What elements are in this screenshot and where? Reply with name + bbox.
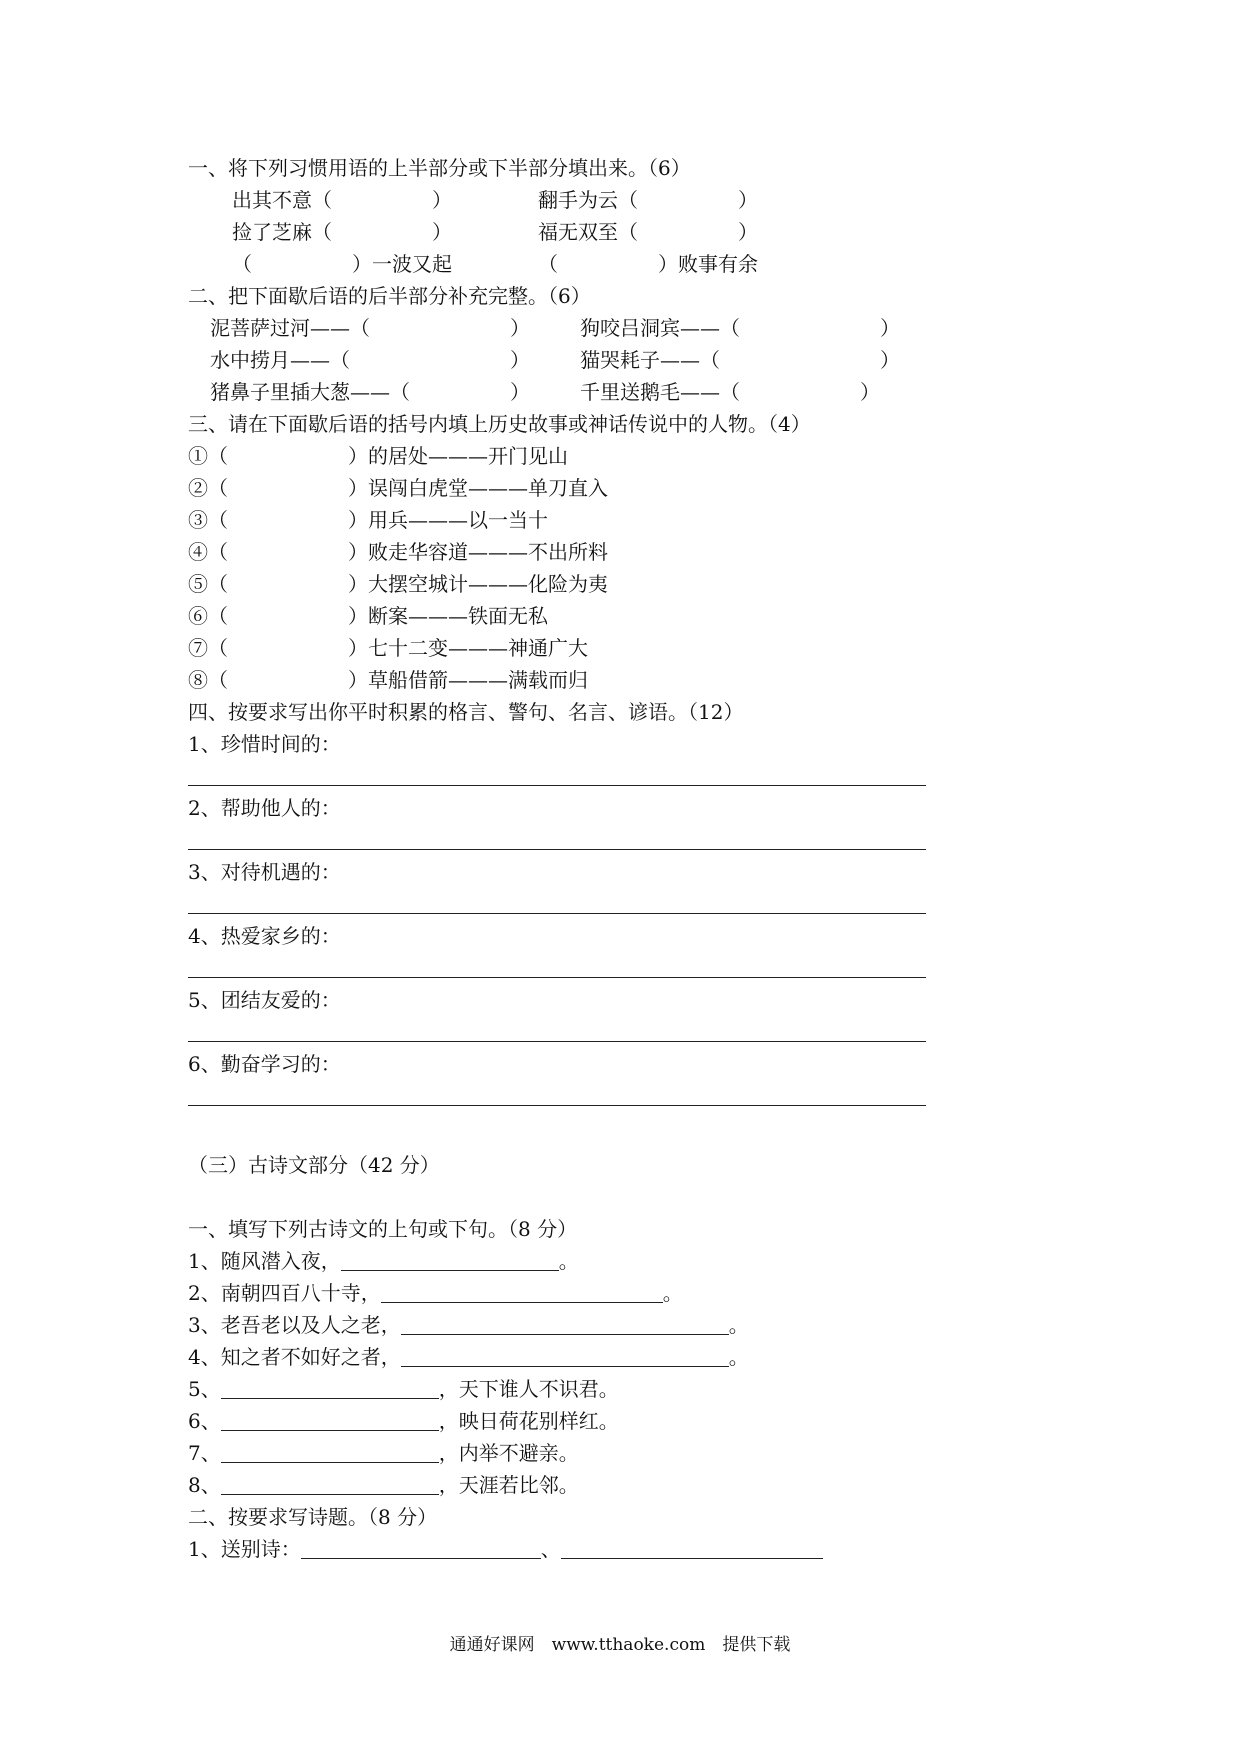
page-footer: 通通好课网 www.tthaoke.com 提供下载 xyxy=(449,1635,791,1655)
prompt-label: 2、帮助他人的： xyxy=(188,796,341,820)
list-item: ⑦（ ）七十二变———神通广大 xyxy=(188,636,588,660)
section4-heading: 四、按要求写出你平时积累的格言、警句、名言、谚语。（12） xyxy=(188,700,744,724)
answer-line xyxy=(188,849,926,850)
idiom-item: 出其不意（ ） xyxy=(232,188,452,212)
list-item: ⑤（ ）大摆空城计———化险为夷 xyxy=(188,572,608,596)
section3-heading: 三、请在下面歇后语的括号内填上历史故事或神话传说中的人物。（4） xyxy=(188,412,811,436)
prompt-label: 6、勤奋学习的： xyxy=(188,1052,341,1076)
poetry-item: 1、随风潜入夜， 。 xyxy=(188,1249,579,1273)
poetry-q1-heading: 一、填写下列古诗文的上句或下句。（8 分） xyxy=(188,1217,578,1241)
idiom-item: 翻手为云（ ） xyxy=(538,188,758,212)
prompt-label: 4、热爱家乡的： xyxy=(188,924,341,948)
poetry-item: 3、老吾老以及人之老， 。 xyxy=(188,1313,749,1337)
idiom-item: 捡了芝麻（ ） xyxy=(232,220,452,244)
poetry-item: 2、南朝四百八十寺， 。 xyxy=(188,1281,683,1305)
list-item: ⑧（ ）草船借箭———满载而归 xyxy=(188,668,588,692)
list-item: ①（ ）的居处———开门见山 xyxy=(188,444,568,468)
answer-line xyxy=(188,785,926,786)
fill-blank xyxy=(221,1444,439,1463)
list-item: ⑥（ ）断案———铁面无私 xyxy=(188,604,548,628)
idiom-item: 福无双至（ ） xyxy=(538,220,758,244)
fill-blank xyxy=(561,1540,823,1559)
answer-line xyxy=(188,1041,926,1042)
list-item: ④（ ）败走华容道———不出所料 xyxy=(188,540,608,564)
answer-line xyxy=(188,913,926,914)
prompt-label: 1、珍惜时间的： xyxy=(188,732,341,756)
xiehouyu-item: 水中捞月——（ ） xyxy=(210,348,530,372)
fill-blank xyxy=(341,1252,559,1271)
section1-heading: 一、将下列习惯用语的上半部分或下半部分填出来。（6） xyxy=(188,156,691,180)
poetry-item: 6、 ，映日荷花别样红。 xyxy=(188,1409,619,1433)
xiehouyu-item: 千里送鹅毛——（ ） xyxy=(580,380,880,404)
fill-blank xyxy=(381,1284,663,1303)
part3-title: （三）古诗文部分（42 分） xyxy=(188,1153,440,1177)
poetry-item: 5、 ，天下谁人不识君。 xyxy=(188,1377,619,1401)
fill-blank xyxy=(221,1380,439,1399)
fill-blank xyxy=(221,1476,439,1495)
xiehouyu-item: 泥菩萨过河——（ ） xyxy=(210,316,530,340)
answer-line xyxy=(188,1105,926,1106)
prompt-label: 5、团结友爱的： xyxy=(188,988,341,1012)
poetry-q2-heading: 二、按要求写诗题。（8 分） xyxy=(188,1505,438,1529)
poetry-item: 8、 ，天涯若比邻。 xyxy=(188,1473,579,1497)
fill-blank xyxy=(301,1540,541,1559)
list-item: ③（ ）用兵———以一当十 xyxy=(188,508,548,532)
xiehouyu-item: 猪鼻子里插大葱——（ ） xyxy=(210,380,530,404)
list-item: ②（ ）误闯白虎堂———单刀直入 xyxy=(188,476,608,500)
poetry-q2-item: 1、送别诗： 、 xyxy=(188,1539,823,1559)
poetry-item: 7、 ，内举不避亲。 xyxy=(188,1441,579,1465)
idiom-item: （ ）败事有余 xyxy=(538,252,758,276)
idiom-item: （ ）一波又起 xyxy=(232,252,452,276)
xiehouyu-item: 狗咬吕洞宾——（ ） xyxy=(580,316,900,340)
xiehouyu-item: 猫哭耗子——（ ） xyxy=(580,348,900,372)
fill-blank xyxy=(401,1348,729,1367)
fill-blank xyxy=(221,1412,439,1431)
answer-line xyxy=(188,977,926,978)
fill-blank xyxy=(401,1316,729,1335)
poetry-item: 4、知之者不如好之者， 。 xyxy=(188,1345,749,1369)
prompt-label: 3、对待机遇的： xyxy=(188,860,341,884)
section2-heading: 二、把下面歇后语的后半部分补充完整。（6） xyxy=(188,284,591,308)
